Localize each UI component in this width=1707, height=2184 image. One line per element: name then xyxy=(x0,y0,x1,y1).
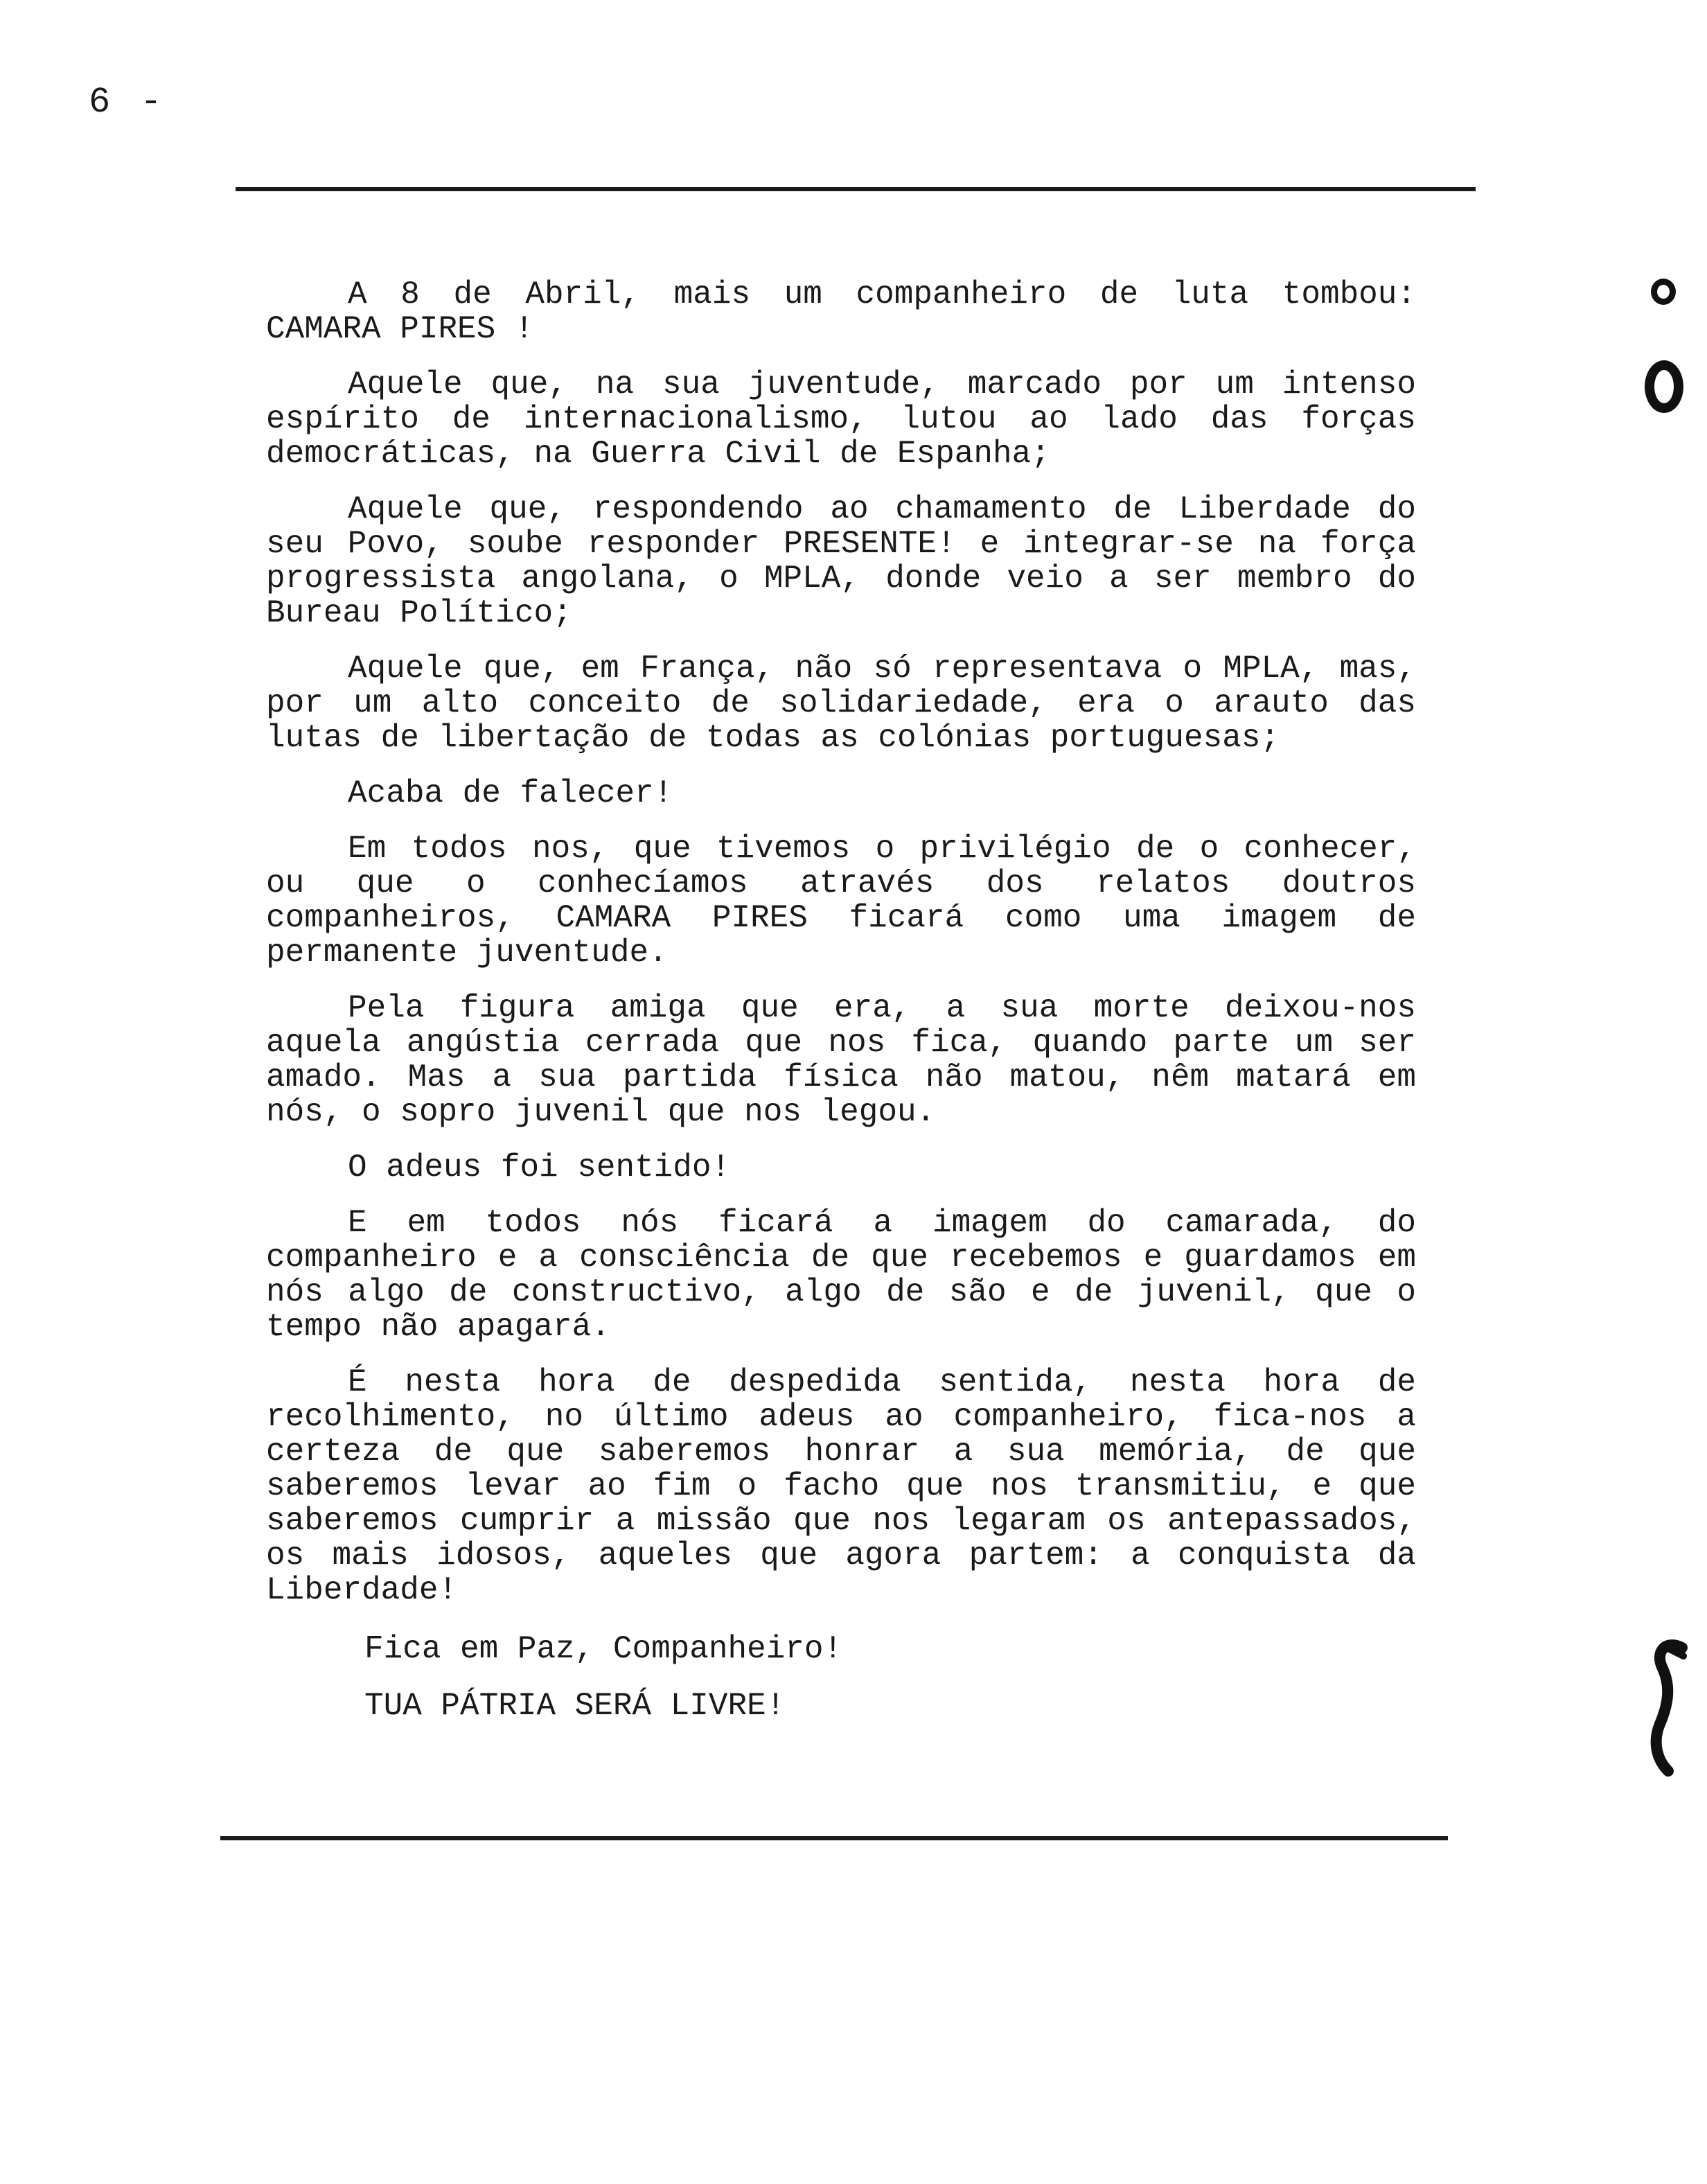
bottom-divider xyxy=(220,1836,1448,1840)
paragraph-commitment: É nesta hora de despedida sentida, nesta hora de recolhimento, no último adeus ao companheiro, fica-nos a certeza de que saberemos honrar a sua memória, de que saberemos levar ao fim o facho que nos transmitiu, e que saberemos cumprir a missão que nos legaram os antepassados, os mais idosos, aqueles que agora partem: a conquista da Liberdade! xyxy=(266,1364,1416,1608)
paragraph-grief: Pela figura amiga que era, a sua morte deixou-nos aquela angústia cerrada que nos fica, quando parte um ser amado. Mas a sua partida física não matou, nêm matará em nós, o sopro juvenil que nos legou. xyxy=(266,990,1416,1130)
obituary-letter xyxy=(266,277,1416,1742)
paragraph-legacy: E em todos nós ficará a imagem do camarada, do companheiro e a consciência de que recebemos e guardamos em nós algo de constructivo, algo de são e de juvenil, que o tempo não apagará. xyxy=(266,1205,1416,1345)
paragraph-mpla: Aquele que, respondendo ao chamamento de Liberdade do seu Povo, soube responder PRESENTE! e integrar-se na força progressista angolana, o MPLA, donde veio a ser membro do Bureau Político; xyxy=(266,491,1416,631)
closing-farewell: Fica em Paz, Companheiro! xyxy=(364,1631,843,1667)
paragraph-youth: Aquele que, na sua juventude, marcado por um intenso espírito de internacionalismo, lutou ao lado das forças democráticas, na Guerra Civil de Espanha; xyxy=(266,367,1416,472)
binding-mark xyxy=(1647,1635,1692,1781)
paragraph-opening: A 8 de Abril, mais um companheiro de luta tombou: CAMARA PIRES ! xyxy=(266,276,1416,347)
paragraph-death: Acaba de falecer! xyxy=(348,775,673,811)
closing-slogan: TUA PÁTRIA SERÁ LIVRE! xyxy=(364,1688,786,1724)
punch-hole-mark xyxy=(1651,279,1676,305)
page-number: 6 - xyxy=(89,82,166,123)
paragraph-memory: Em todos nos, que tivemos o privilégio de o conhecer, ou que o conhecíamos através dos relatos doutros companheiros, CAMARA PIRES ficará como uma imagem de permanente juventude. xyxy=(266,831,1416,971)
top-divider xyxy=(236,187,1476,191)
paragraph-farewell: O adeus foi sentido! xyxy=(348,1150,731,1186)
paragraph-france: Aquele que, em França, não só representava o MPLA, mas, por um alto conceito de solidariedade, era o arauto das lutas de libertação de todas as colónias portuguesas; xyxy=(266,651,1416,756)
punch-hole-mark xyxy=(1645,360,1683,413)
